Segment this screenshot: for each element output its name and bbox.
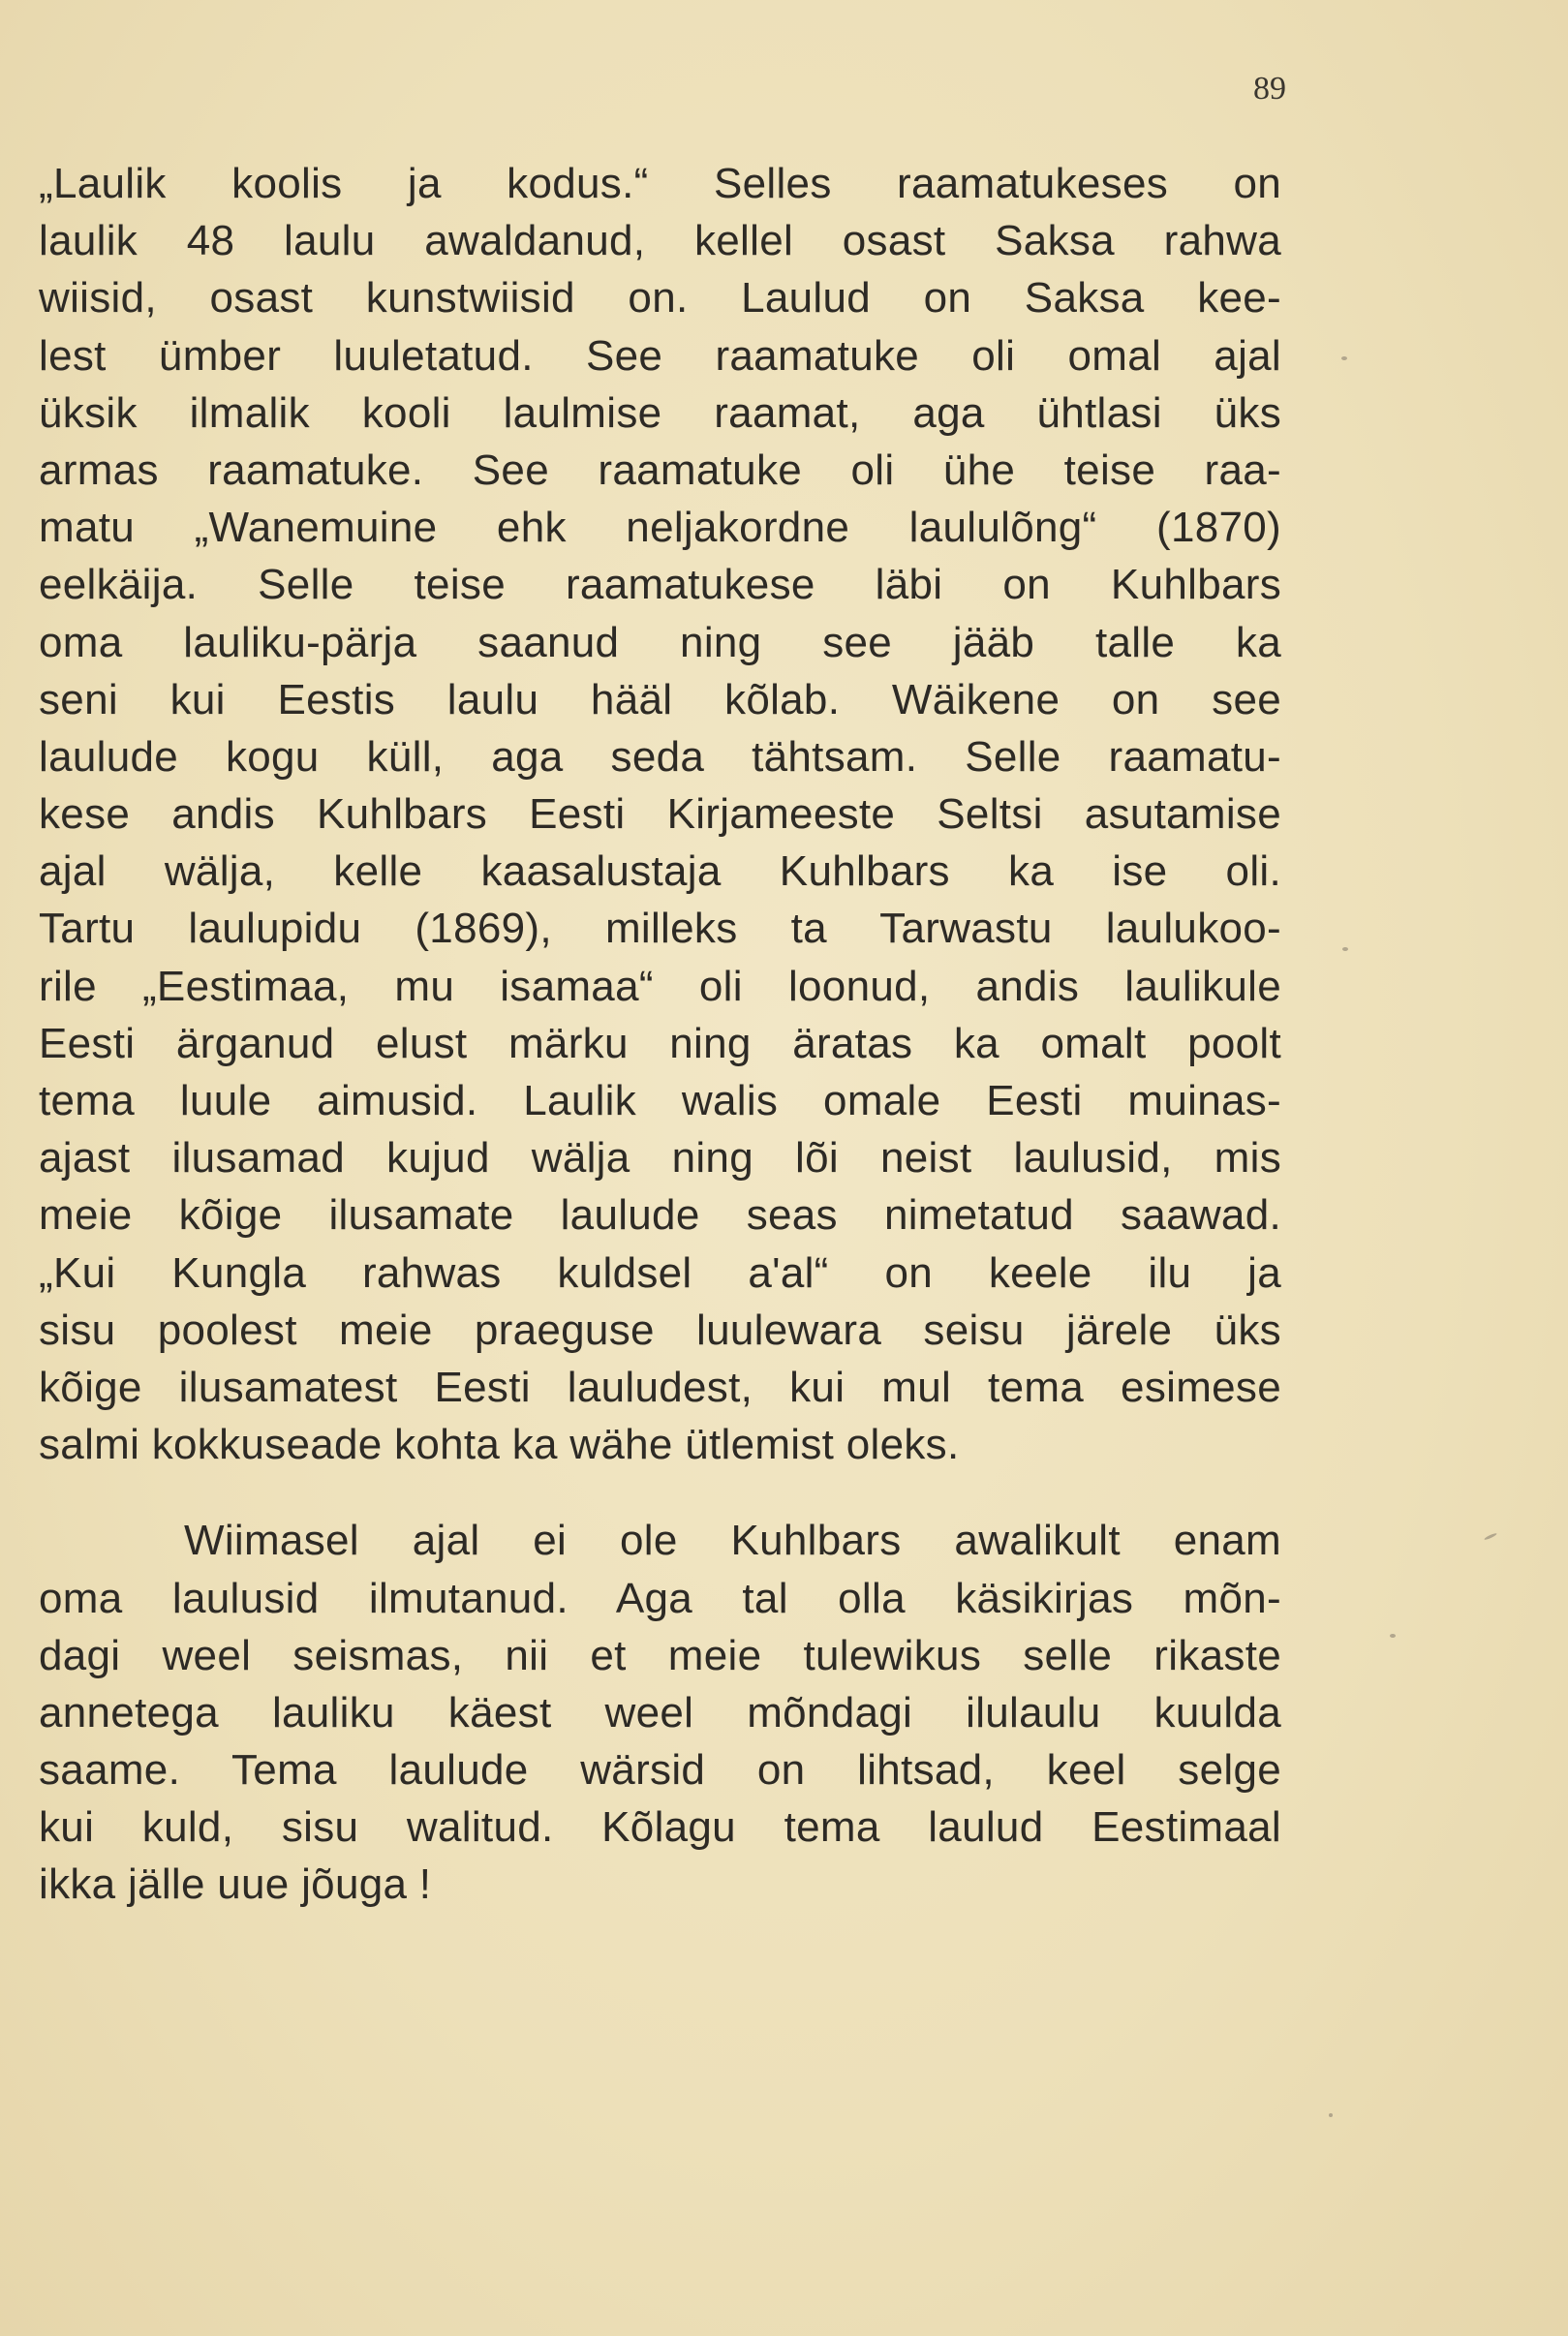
text-line: oma lauliku-pärja saanud ning see jääb talle ka [39, 618, 1281, 666]
text-line: rile „Eestimaa, mu isamaa“ oli loonud, andis laulikule [39, 962, 1281, 1010]
text-line: üksik ilmalik kooli laulmise raamat, aga ühtlasi üks [39, 388, 1281, 437]
text-line: sisu poolest meie praeguse luulewara seisu järele üks [39, 1306, 1281, 1354]
text-line: lest ümber luuletatud. See raamatuke oli omal ajal [39, 331, 1281, 380]
paragraph-1 [39, 155, 1281, 1473]
text-line: armas raamatuke. See raamatuke oli ühe teise raa- [39, 446, 1281, 494]
text-line: saame. Tema laulude wärsid on lihtsad, keel selge [39, 1746, 1281, 1795]
text-line: kese andis Kuhlbars Eesti Kirjameeste Seltsi asutamise [39, 790, 1281, 839]
text-line: oma laulusid ilmutanud. Aga tal olla käsikirjas mõn- [39, 1574, 1281, 1622]
paper-speck [1342, 947, 1348, 951]
text-line: salmi kokkuseade kohta ka wähe ütlemist oleks. [39, 1421, 960, 1469]
text-line: „Kui Kungla rahwas kuldsel a'al“ on keele ilu ja [39, 1248, 1281, 1297]
text-line: Tartu laulupidu (1869), milleks ta Tarwastu laulukoo- [39, 905, 1281, 953]
body-text [39, 155, 1281, 1914]
text-line: annetega lauliku käest weel mõndagi ilulaulu kuulda [39, 1688, 1281, 1737]
paper-speck [1341, 356, 1347, 360]
text-line: tema luule aimusid. Laulik walis omale Eesti muinas- [39, 1077, 1281, 1124]
paper-speck [1329, 2113, 1333, 2117]
text-line: meie kõige ilusamate laulude seas nimetatud saawad. [39, 1191, 1281, 1240]
text-line: Eesti ärganud elust märku ning äratas ka omalt poolt [39, 1019, 1281, 1067]
paper-speck [1484, 1532, 1497, 1541]
text-line: kõige ilusamatest Eesti lauludest, kui mul tema esimese [39, 1363, 1281, 1411]
text-line: kui kuld, sisu walitud. Kõlagu tema laulud Eestimaal [39, 1803, 1281, 1852]
text-line: wiisid, osast kunstwiisid on. Laulud on Saksa kee- [39, 274, 1281, 323]
paper-speck [1390, 1634, 1396, 1638]
text-line: dagi weel seismas, nii et meie tulewikus selle rikaste [39, 1631, 1281, 1679]
text-line: laulik 48 laulu awaldanud, kellel osast Saksa rahwa [39, 217, 1281, 265]
text-line: ajal wälja, kelle kaasalustaja Kuhlbars ka ise oli. [39, 847, 1281, 896]
text-line: eelkäija. Selle teise raamatukese läbi on Kuhlbars [39, 561, 1281, 609]
text-line: Wiimasel ajal ei ole Kuhlbars awalikult enam [184, 1517, 1281, 1565]
text-line: ajast ilusamad kujud wälja ning lõi neist laulusid, mis [39, 1134, 1281, 1183]
text-line: laulude kogu küll, aga seda tähtsam. Selle raamatu- [39, 732, 1281, 781]
paragraph-2 [39, 1512, 1281, 1913]
text-line: ikka jälle uue jõuga ! [39, 1860, 432, 1909]
text-line: „Laulik koolis ja kodus.“ Selles raamatukeses on [39, 160, 1281, 207]
text-line: seni kui Eestis laulu hääl kõlab. Wäikene on see [39, 675, 1281, 723]
page-number: 89 [1253, 71, 1286, 107]
text-line: matu „Wanemuine ehk neljakordne laululõng“ (1870) [39, 504, 1281, 552]
